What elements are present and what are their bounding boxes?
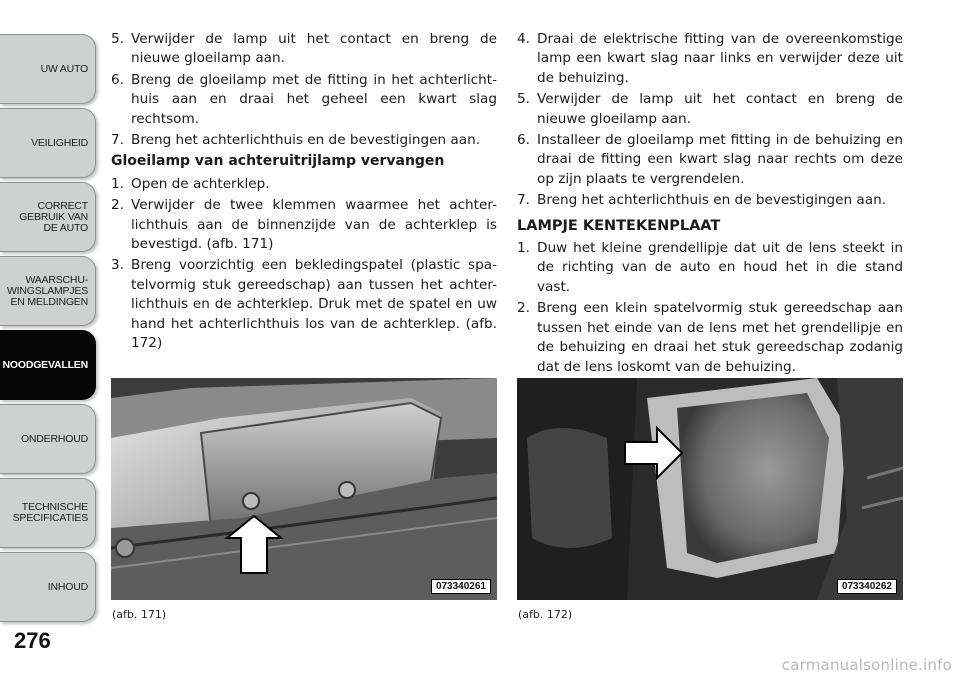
figure-lamp-lens-spatula [517, 378, 903, 600]
section-heading: LAMPJE KENTEKENPLAAT [517, 217, 721, 234]
item-text: Open de achterklep. [131, 175, 270, 192]
tab-uw-auto[interactable] [0, 34, 96, 104]
list-item [517, 239, 903, 297]
list-item [517, 191, 903, 210]
figure-code: 073340261 [431, 579, 491, 594]
tab-technische-specificaties[interactable] [0, 478, 96, 548]
item-number: 1. [111, 175, 124, 192]
figure-caption: (afb. 171) [112, 608, 167, 621]
tab-label: UW AUTO [40, 62, 88, 75]
item-number: 2. [517, 300, 530, 317]
item-number: 7. [111, 132, 124, 149]
list-item [111, 71, 497, 129]
right-column [517, 30, 903, 379]
figure-tailgate-lamp-housing [111, 378, 497, 600]
item-number: 4. [517, 31, 530, 47]
item-text: Breng de gloeilamp met de fitting in het achterlicht-huis aan en draai het geheel een kwart slag rechtsom. [131, 71, 497, 127]
item-text: Breng het achterlichthuis en de bevestigingen aan. [131, 132, 481, 149]
watermark: carmanualsonline.info [781, 656, 952, 674]
list-item [517, 90, 903, 129]
tab-label: ONDERHOUD [20, 432, 88, 445]
tab-veiligheid[interactable] [0, 108, 96, 178]
tab-label: CORRECT GEBRUIK VAN DE AUTO [19, 199, 88, 234]
item-text: Verwijder de lamp uit het contact en breng de nieuwe gloeilamp aan. [537, 91, 903, 127]
figure-caption: (afb. 172) [518, 608, 573, 621]
item-number: 5. [517, 91, 530, 108]
item-text: Breng het achterlichthuis en de bevestigingen aan. [537, 192, 887, 209]
tab-waarschuwingslampjes[interactable] [0, 256, 96, 326]
tab-correct-gebruik[interactable] [0, 182, 96, 252]
tailgate-photo [111, 378, 497, 600]
section-heading: Gloeilamp van achteruitrijlamp vervangen [111, 153, 445, 170]
tab-label: VEILIGHEID [31, 136, 88, 149]
item-number: 1. [517, 240, 530, 257]
tab-inhoud[interactable] [0, 552, 96, 622]
list-item [517, 30, 903, 88]
tab-label: NOODGEVALLEN [2, 358, 88, 371]
list-item [517, 299, 903, 377]
list-item [111, 175, 497, 194]
tab-noodgevallen[interactable] [0, 330, 96, 400]
item-text: Verwijder de twee klemmen waarmee het achter-lichthuis aan de binnenzijde van de achterklep is bevestigd. (afb. 171) [131, 197, 497, 253]
list-item [111, 131, 497, 150]
list-item [517, 131, 903, 189]
item-number: 3. [111, 257, 124, 274]
list-item [111, 256, 497, 353]
item-number: 2. [111, 197, 124, 214]
figure-code: 073340262 [837, 579, 897, 594]
item-number: 5. [111, 31, 124, 47]
item-number: 7. [517, 192, 530, 209]
item-text: Installeer de gloeilamp met fitting in de behuizing en draai de fitting een kwart slag naar rechts om deze op zijn plaats te vergrendelen. [537, 132, 903, 187]
item-text: Draai de elektrische fitting van de overeenkomstige lamp een kwart slag naar links en verwijder deze uit de behuizing. [537, 31, 903, 86]
tab-label: TECHNISCHE SPECIFICATIES [12, 501, 88, 524]
tab-label: INHOUD [47, 580, 88, 593]
list-item [111, 196, 497, 254]
item-number: 6. [111, 71, 124, 88]
page-number: 276 [14, 628, 51, 653]
item-text: Breng een klein spatelvormig stuk gereedschap aan tussen het einde van de lens met het grendellipje en de behuizing en draai het stuk gereedschap zodanig dat de lens loskomt van de behuizing. [537, 300, 903, 375]
item-number: 6. [517, 132, 530, 149]
item-text: Breng voorzichtig een bekledingspatel (plastic spa-telvormig stuk gereedschap) aan tussen het achter-lichthuis en de achterklep. Druk met de spatel en uw hand het achterlichthuis los van de achterklep. (afb. 172) [131, 257, 497, 352]
tab-onderhoud[interactable] [0, 404, 96, 474]
tab-label: WAARSCHU- WINGSLAMPJES EN MELDINGEN [6, 273, 88, 308]
item-text: Duw het kleine grendellipje dat uit de lens steekt in de richting van de auto en houd het in die stand vast. [537, 240, 903, 295]
lens-photo [517, 378, 903, 600]
item-text: Verwijder de lamp uit het contact en breng de nieuwe gloeilamp aan. [131, 31, 497, 67]
list-item [111, 30, 497, 69]
left-column [111, 30, 497, 356]
